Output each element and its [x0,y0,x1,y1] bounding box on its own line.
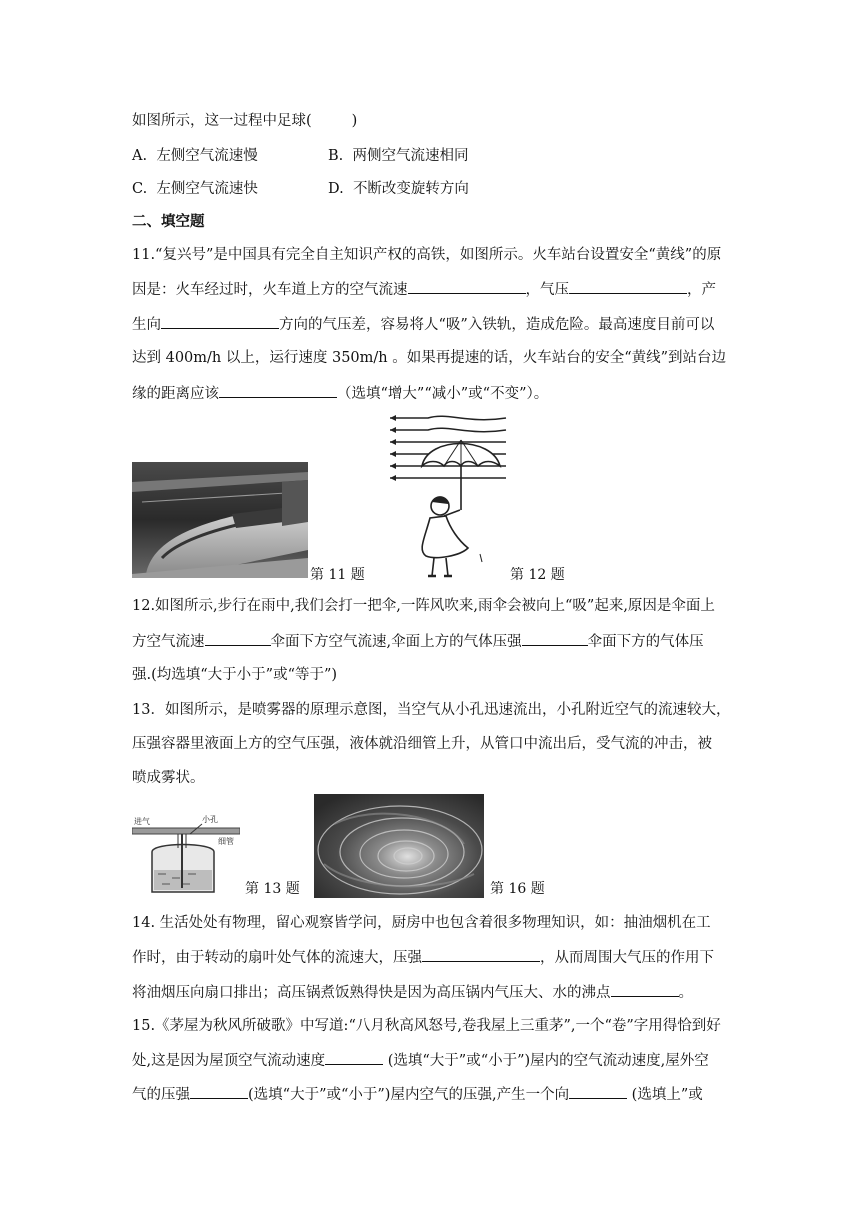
q13-line-2: 压强容器里液面上方的空气压强，液体就沿细管上升，从管口中流出后，受气流的冲击，被 [132,736,712,752]
figure-16-caption: 第 16 题 [490,881,545,897]
q12-line-2: 方空气流速 伞面下方空气流速,伞面上方的气体压强 伞面下方的气体压 [132,631,704,652]
sprayer-diagram [132,812,240,898]
q11-line-4: 达到 400m/h 以上，运行速度 350m/h 。如果再提速的话，火车站台的安全“黄线”到站台边 [132,350,727,366]
q11-blank-4[interactable] [219,383,337,398]
q15-blank-3[interactable] [569,1084,627,1099]
q10-option-c[interactable]: C. 左侧空气流速快 [132,181,258,197]
sprayer-label-in: 进气 [134,817,150,826]
q11-blank-1[interactable] [408,279,526,294]
umbrella-figure [388,410,508,582]
sprayer-label-hole: 小孔 [202,815,218,824]
q15-blank-2[interactable] [190,1084,248,1099]
q12-blank-1[interactable] [205,631,271,646]
q11-line-2: 因是：火车经过时，火车道上方的空气流速 ，气压 ，产 [132,279,716,300]
q15-blank-1[interactable] [325,1050,383,1065]
q10-option-b[interactable]: B. 两侧空气流速相同 [328,148,469,164]
q14-line-2: 作时，由于转动的扇叶处气体的流速大，压强 ，从而周围大气压的作用下 [132,947,714,968]
whirlpool-photo [314,794,484,898]
q13-line-3: 喷成雾状。 [132,770,205,786]
q13-line-1: 13．如图所示，是喷雾器的原理示意图，当空气从小孔迅速流出，小孔附近空气的流速较大， [132,702,731,718]
q11-line-3: 生向 方向的气压差，容易将人“吸”入铁轨，造成危险。最高速度目前可以 [132,314,714,335]
q14-line-1: 14. 生活处处有物理，留心观察皆学问，厨房中也包含着很多物理知识，如：抽油烟机在工 [132,915,711,931]
q12-line-3: 强.(均选填“大于小于”或“等于”) [132,667,338,683]
figure-13-caption: 第 13 题 [245,881,300,897]
q10-option-d[interactable]: D. 不断改变旋转方向 [328,181,469,197]
q11-blank-3[interactable] [161,314,279,329]
q11-line-1: 11.“复兴号”是中国具有完全自主知识产权的高铁，如图所示。火车站台设置安全“黄线”的原 [132,247,722,263]
q15-line-2: 处,这是因为屋顶空气流动速度 (选填“大于”或“小于”)屋内的空气流动速度,屋外空 [132,1050,709,1071]
figure-11-caption: 第 11 题 [310,567,365,583]
q11-line-5: 缘的距离应该 （选填“增大”“减小”或“不变”）。 [132,383,548,404]
q12-blank-2[interactable] [522,631,588,646]
q15-line-1: 15.《茅屋为秋风所破歌》中写道:“八月秋高风怒号,卷我屋上三重茅”,一个“卷”字用得恰到好 [132,1018,721,1034]
q14-blank-1[interactable] [422,947,540,962]
train-photo [132,462,308,578]
q15-line-3: 气的压强 (选填“大于”或“小于”)屋内空气的压强,产生一个向 (选填上”或 [132,1084,703,1105]
q14-blank-2[interactable] [611,982,679,997]
q12-line-1: 12.如图所示,步行在雨中,我们会打一把伞,一阵风吹来,雨伞会被向上“吸”起来,原因是伞面上 [132,598,715,614]
q10-stem: 如图所示，这一过程中足球( ) [132,113,358,129]
q14-line-3: 将油烟压向扇口排出；高压锅煮饭熟得快是因为高压锅内气压大、水的沸点 。 [132,982,693,1003]
q11-blank-2[interactable] [569,279,687,294]
q10-option-a[interactable]: A. 左侧空气流速慢 [132,148,258,164]
sprayer-label-pipe: 细管 [218,837,234,846]
figure-12-caption: 第 12 题 [510,567,565,583]
section-title: 二、填空题 [132,213,205,230]
